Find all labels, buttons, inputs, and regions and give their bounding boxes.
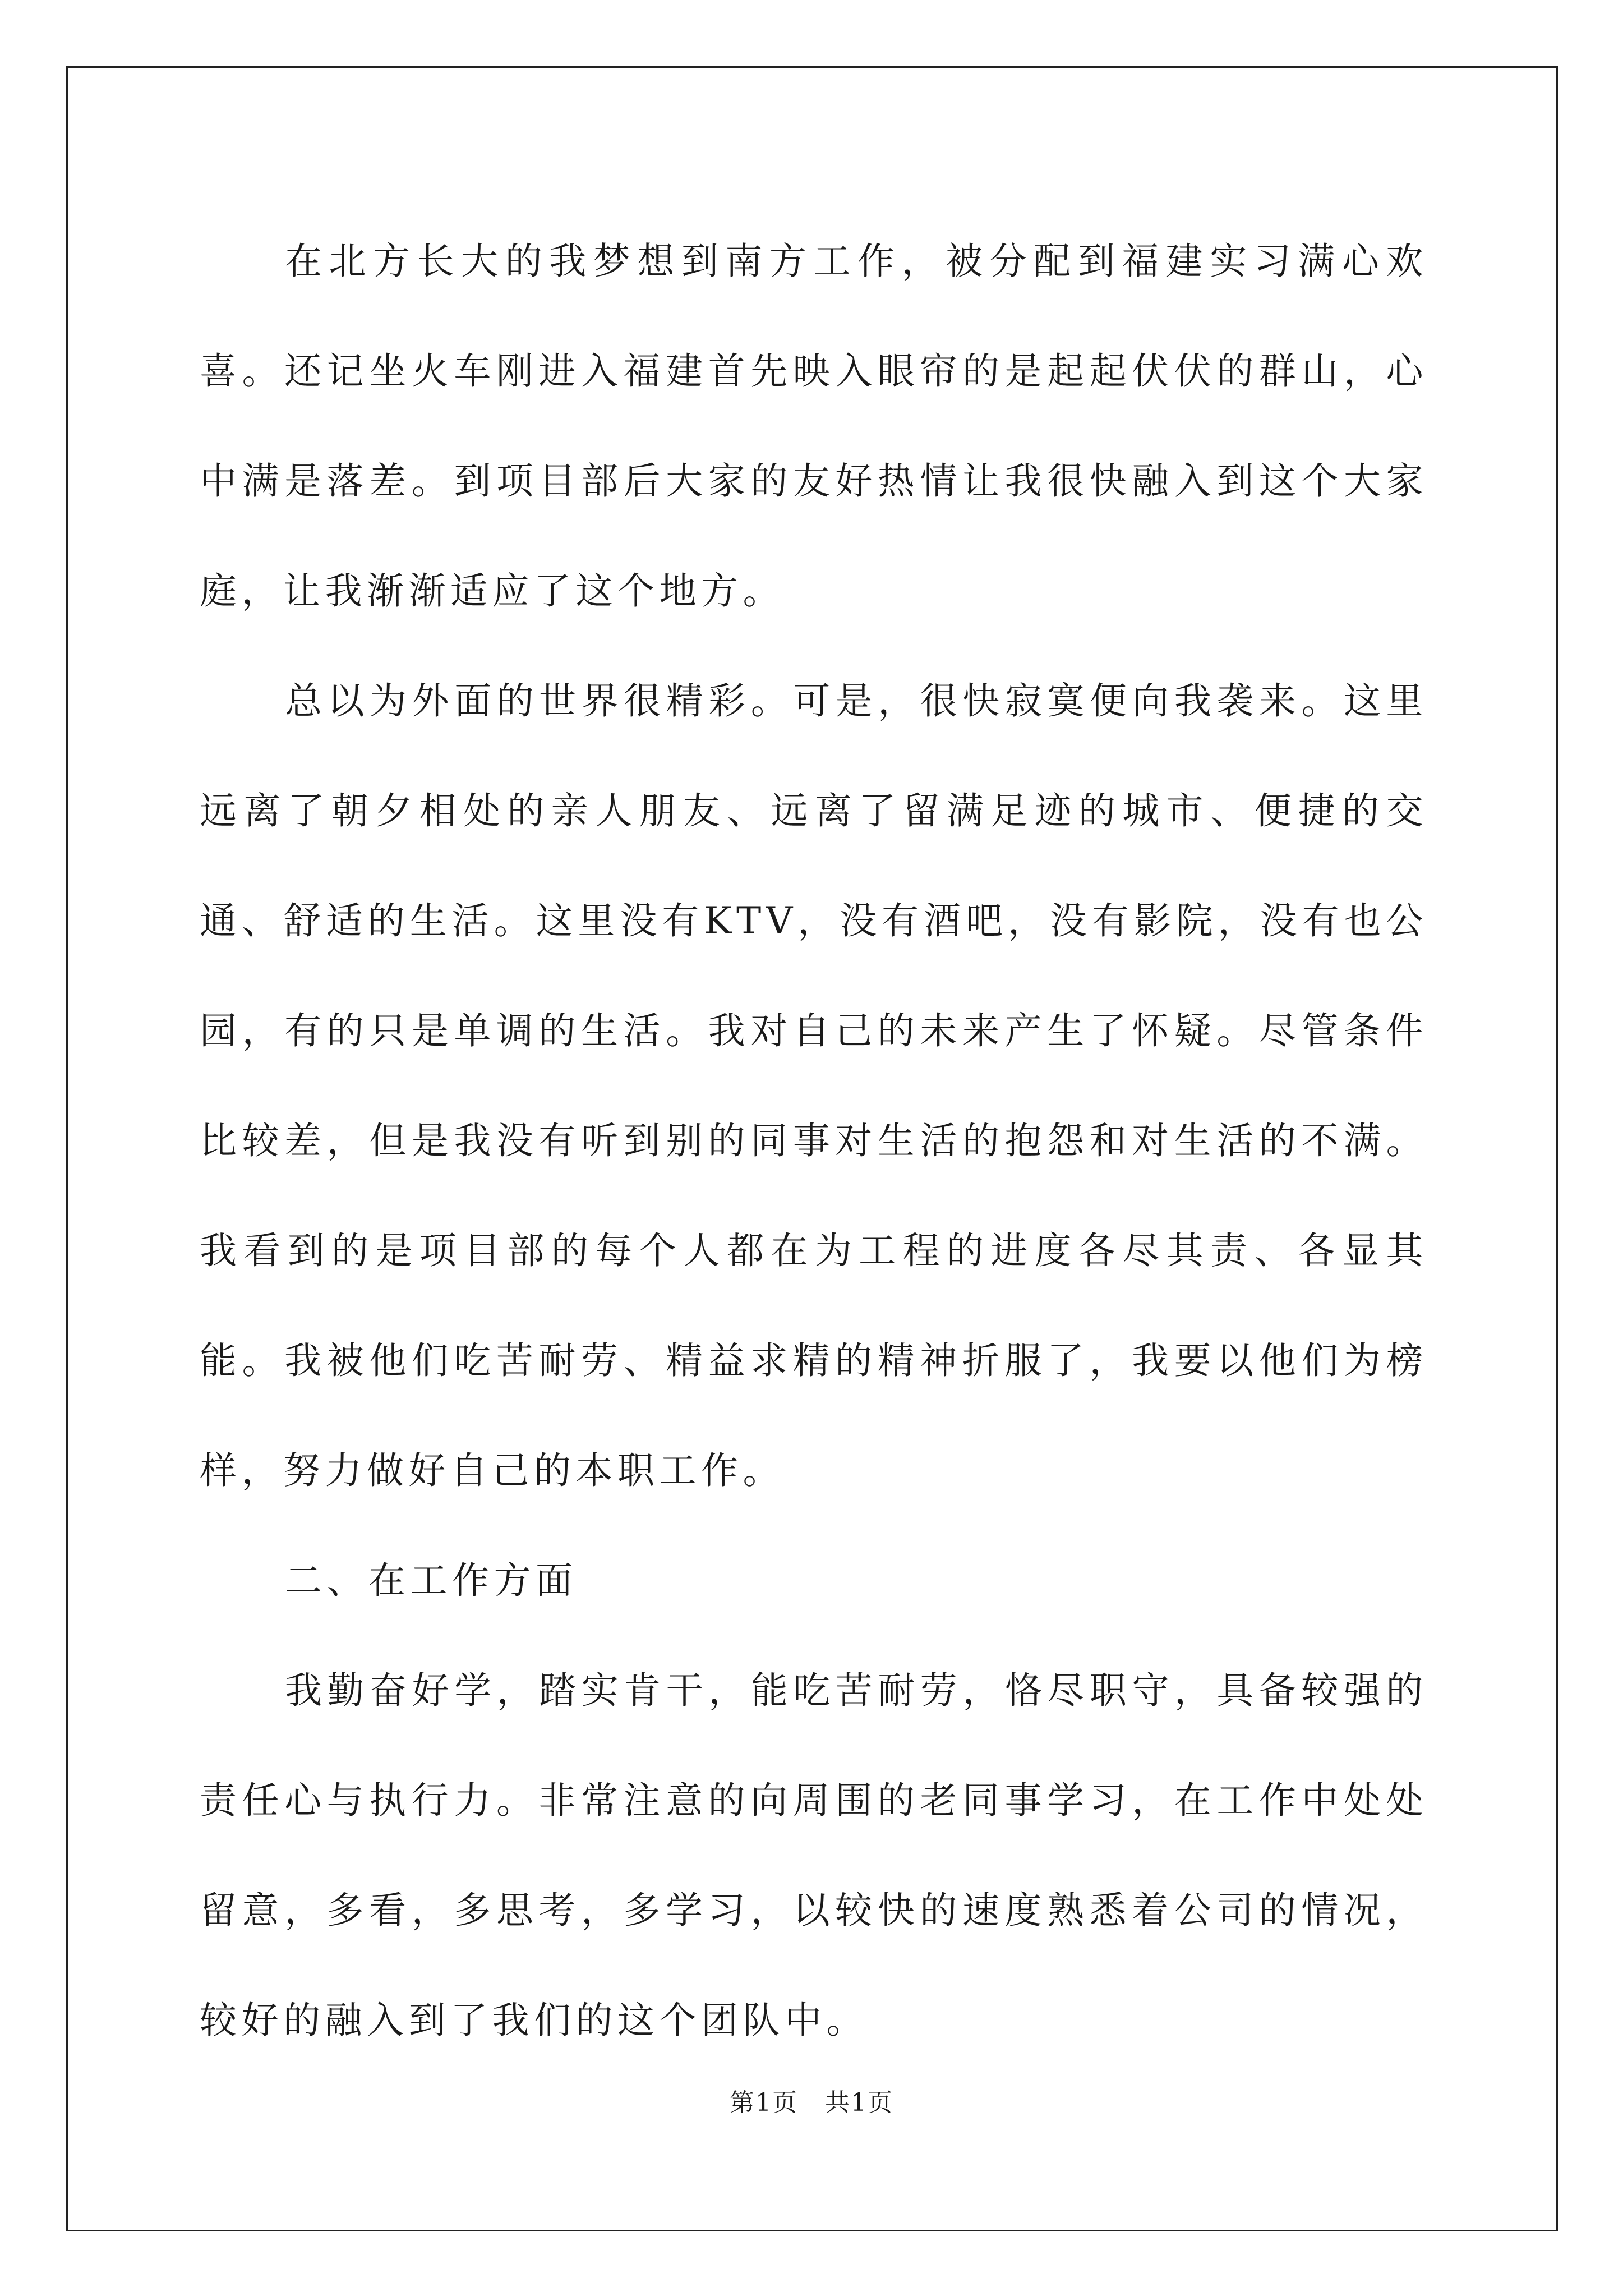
page-footer — [0, 2082, 1623, 2118]
paragraph-loneliness: 总以为外面的世界很精彩。可是，很快寂寞便向我袭来。这里远离了朝夕相处的亲人朋友、远离了留满足迹的城市、便捷的交通、舒适的生活。这里没有KTV，没有酒吧，没有影院，没有也公园，有的只是单调的生活。我对自己的未来产生了怀疑。尽管条件比较差，但是我没有听到别的同事对生活的抱怨和对生活的不满。我看到的是项目部的每个人都在为工程的进度各尽其责、各显其能。我被他们吃苦耐劳、精益求精的精神折服了，我要以他们为榜样，努力做好自己的本职工作。 — [200, 679, 1428, 1492]
paragraph-arrival: 在北方长大的我梦想到南方工作，被分配到福建实习满心欢喜。还记坐火车刚进入福建首先映入眼帘的是起起伏伏的群山，心中满是落差。到项目部后大家的友好热情让我很快融入到这个大家庭，让我渐渐适应了这个地方。 — [200, 240, 1428, 613]
page-number-current: 第1页 — [730, 2088, 798, 2117]
page-number-total: 共1页 — [825, 2088, 893, 2117]
paragraph-work: 我勤奋好学，踏实肯干，能吃苦耐劳，恪尽职守，具备较强的责任心与执行力。非常注意的向周围的老同事学习，在工作中处处留意，多看，多思考，多学习，以较快的速度熟悉着公司的情况，较好的融入到了我们的这个团队中。 — [200, 1669, 1428, 2042]
document-body — [200, 206, 1428, 2076]
section-heading-work: 二、在工作方面 — [285, 1559, 578, 1602]
